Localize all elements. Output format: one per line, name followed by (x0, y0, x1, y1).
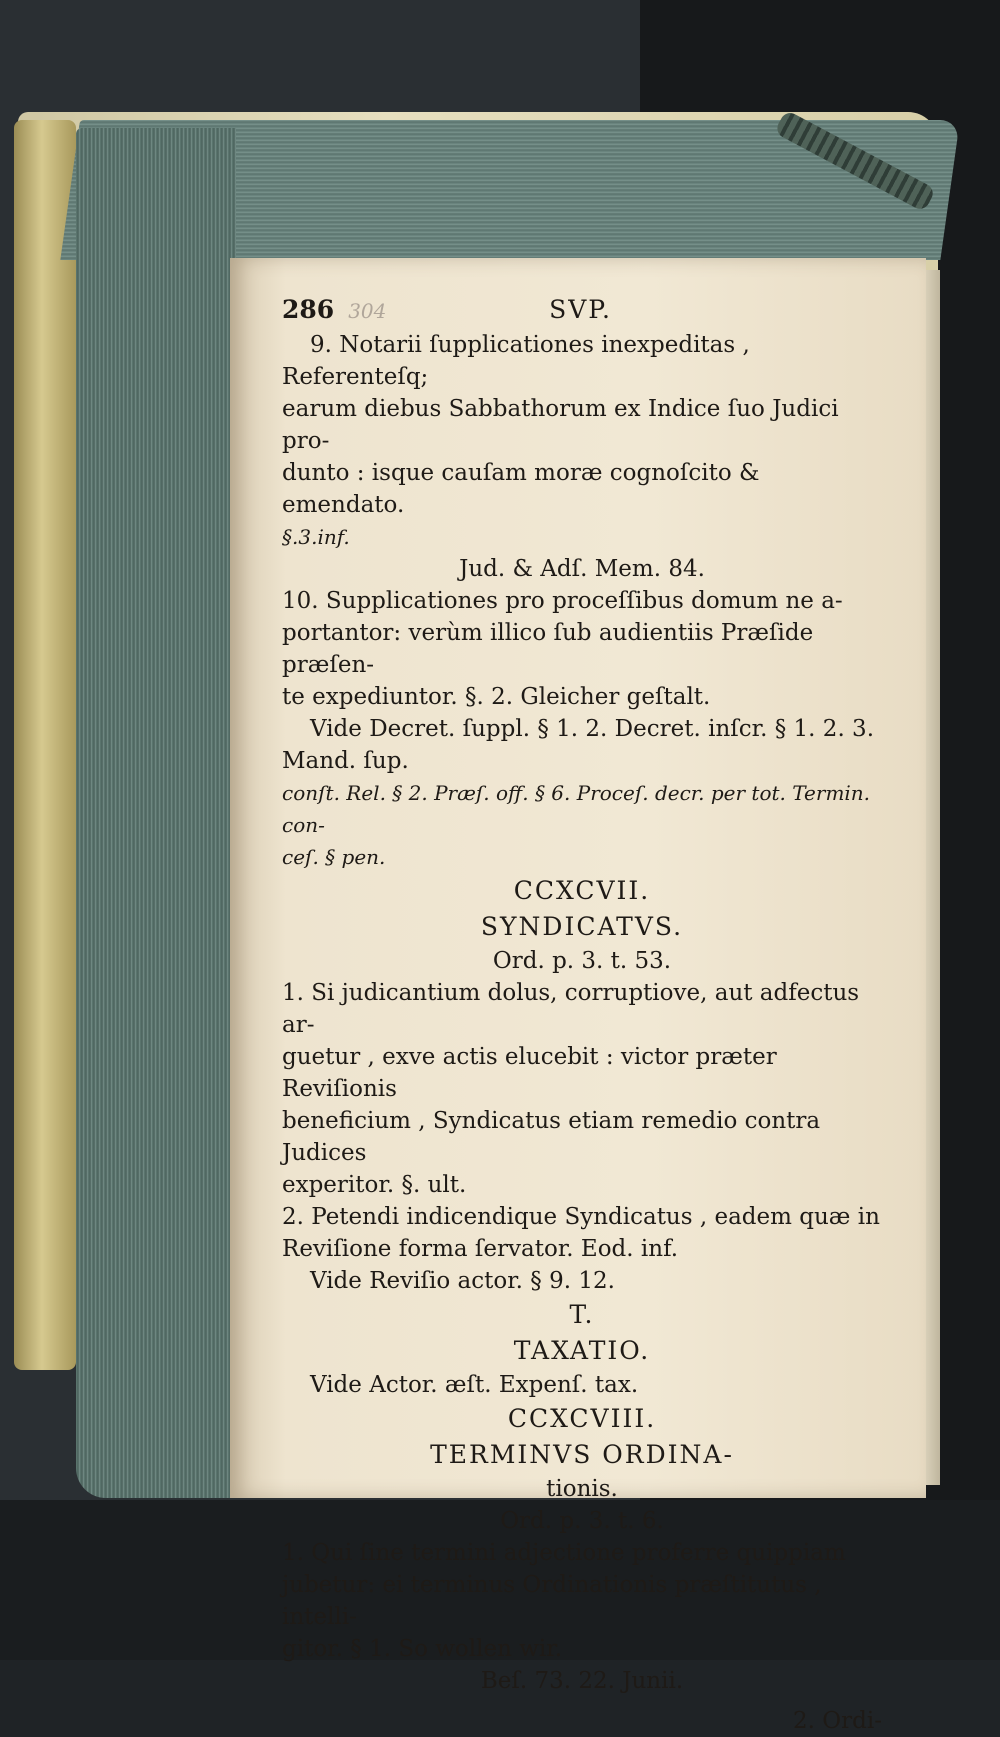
text-line: CCXCVIII. (507, 1404, 657, 1433)
text-line: 10. Supplicationes pro proceſſibus domum ne a- (282, 588, 843, 614)
text-line: SYNDICATVS. (480, 912, 684, 941)
text-line: §.3.inf. (282, 525, 350, 549)
pencil-page-number: 304 (348, 299, 387, 323)
text-line: T. (569, 1300, 595, 1329)
text-line: te expediuntor. §. 2. Gleicher geſtalt. (282, 684, 711, 710)
text-line: beneficium , Syndicatus etiam remedio contra Judices (282, 1108, 821, 1166)
text-line: portantor: verùm illico ſub audientiis Præſide præſen- (282, 620, 814, 678)
text-line: dunto : isque cauſam moræ cognoſcito & emendato. (282, 460, 760, 518)
text-line: Reviſione forma ſervator. Eod. inf. (282, 1236, 679, 1262)
text-line: Jud. & Adſ. Mem. 84. (459, 556, 705, 582)
text-line: earum diebus Sabbathorum ex Indice ſuo Judici pro- (282, 396, 839, 454)
text-line: TERMINVS ORDINA- (430, 1440, 734, 1469)
text-line: jubetur: ei terminus Ordinationis præſtitutus , intelli- (282, 1572, 822, 1630)
text-line: Ord. p. 3. t. 53. (492, 948, 672, 974)
text-line: gitor. § 1. So wollen wir. (282, 1636, 563, 1662)
page-number: 286 (282, 295, 335, 324)
body-lines (282, 329, 882, 1697)
text-line: Beſ. 73. 22. Junii. (480, 1668, 684, 1694)
text-line: Vide Reviſio actor. § 9. 12. (310, 1268, 615, 1294)
text-line: 2. Petendi indicendique Syndicatus , eadem quæ in (282, 1204, 880, 1230)
text-line: guetur , exve actis elucebit : victor præter Reviſionis (282, 1044, 777, 1102)
text-line: 1. Si judicantium dolus, corruptiove, aut adfectus ar- (282, 980, 860, 1038)
book-spine (14, 120, 76, 1370)
text-line: Vide Decret. ſuppl. § 1. 2. Decret. inſcr. § 1. 2. 3. Mand. ſup. (282, 716, 875, 774)
text-line: tionis. (546, 1476, 618, 1502)
page-block-side-edge (76, 128, 236, 1498)
text-line: Ord. p. 3. t. 6. (500, 1508, 664, 1534)
text-line: 1. Qui ſine termini adjectione proferre quippiam (282, 1540, 846, 1566)
page-right-edge (926, 270, 940, 1485)
text-line: TAXATIO. (513, 1336, 651, 1365)
text-line: conſt. Rel. § 2. Præſ. off. § 6. Proceſ. decr. per tot. Termin. con- (282, 781, 871, 837)
text-line: ceſ. § pen. (282, 845, 386, 869)
text-line: 9. Notarii ſupplicationes inexpeditas , Referenteſq; (282, 332, 750, 390)
text-line: experitor. §. ult. (282, 1172, 467, 1198)
running-head: SVP. (549, 295, 612, 324)
text-line: Vide Actor. æſt. Expenſ. tax. (310, 1372, 639, 1398)
text-line: CCXCVII. (513, 876, 651, 905)
catchword: 2. Ordi- (793, 1708, 882, 1734)
page-text (282, 292, 882, 1737)
page-header (282, 292, 612, 329)
